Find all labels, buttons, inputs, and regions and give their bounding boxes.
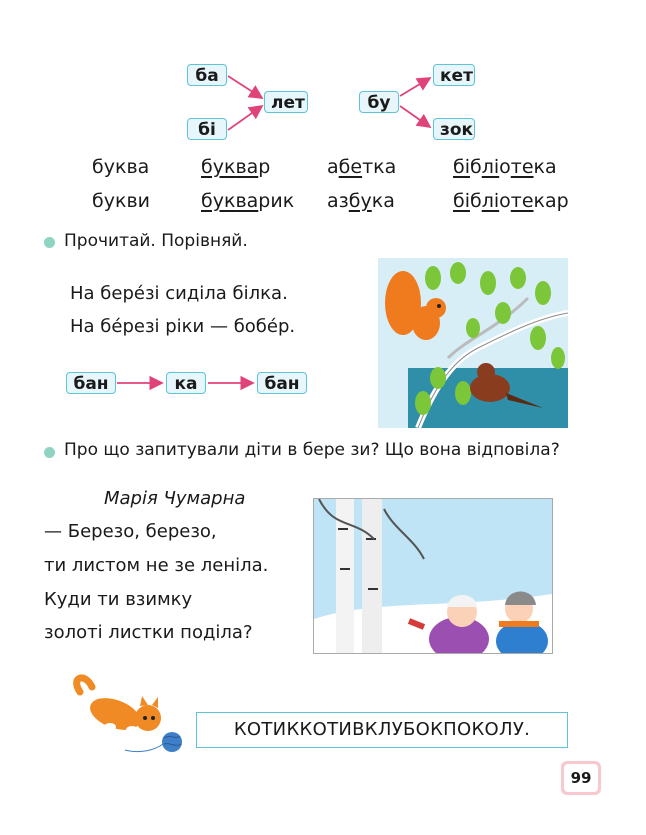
- underlined-syllable: бі: [453, 156, 470, 178]
- task-read-compare: Прочитай. Порівняй.: [64, 231, 248, 251]
- winter-children-illustration: [313, 498, 553, 654]
- word-part: букви: [92, 190, 150, 212]
- word-bukvar: [201, 156, 270, 178]
- underlined-syllable: лі: [481, 190, 500, 212]
- syllable-bi: бі: [187, 118, 227, 140]
- kitten-with-yarn-illustration: [70, 672, 185, 754]
- word-part: р: [258, 156, 271, 178]
- underlined-syllable: бу: [348, 190, 372, 212]
- poem-line-2: ти листом не зе леніла.: [44, 555, 269, 576]
- word-part: рик: [258, 190, 295, 212]
- word-bibliotekar: [453, 190, 569, 212]
- word-abetka: [327, 156, 396, 178]
- word-part: тка: [362, 156, 397, 178]
- syllable-zok: зок: [433, 118, 475, 140]
- puzzle-sentence: КОТИККОТИВКЛУБОКПОКОЛУ.: [233, 719, 531, 740]
- chain-ban-1: бан: [66, 372, 116, 394]
- word-part: о: [499, 156, 511, 178]
- word-part: аз: [327, 190, 349, 212]
- squirrel-beaver-illustration: [378, 258, 568, 428]
- syllable-arrows: [0, 0, 646, 150]
- sentence-squirrel: На бере́зі сиділа білка.: [70, 283, 288, 304]
- poem-author: Марія Чумарна: [104, 488, 246, 509]
- poem-line-4: золоті листки поділа?: [44, 622, 253, 643]
- poem-line-1: — Березо, березо,: [44, 521, 217, 542]
- word-biblioteka: [453, 156, 557, 178]
- syllable-let: лет: [264, 91, 308, 113]
- task-bullet-2: [44, 447, 55, 458]
- word-part: кар: [533, 190, 569, 212]
- page-number: 99: [564, 764, 598, 792]
- word-azbuka: [327, 190, 395, 212]
- word-bukva: [92, 156, 149, 178]
- word-part: буква: [92, 156, 150, 178]
- word-part: б: [470, 156, 482, 178]
- chain-ka: ка: [166, 372, 206, 394]
- page-number-badge: [561, 761, 601, 795]
- poem-line-3: Куди ти взимку: [44, 589, 193, 610]
- underlined-syllable: те: [510, 156, 534, 178]
- word-part: ка: [371, 190, 395, 212]
- puzzle-sentence-box: [196, 712, 568, 748]
- syllable-ba: ба: [187, 64, 227, 86]
- chain-ban-2: бан: [257, 372, 307, 394]
- sentence-beaver: На бе́резі ріки — бобе́р.: [70, 316, 296, 337]
- word-part: ка: [533, 156, 557, 178]
- underlined-syllable: лі: [481, 156, 500, 178]
- underlined-syllable: бук: [201, 190, 236, 212]
- syllable-bu: бу: [359, 91, 399, 113]
- underlined-syllable: бук: [201, 156, 236, 178]
- underlined-syllable: ва: [235, 156, 259, 178]
- word-bukvaryk: [201, 190, 294, 212]
- word-part: а: [327, 156, 339, 178]
- task-bullet-1: [44, 237, 55, 248]
- syllable-ket: кет: [433, 64, 475, 86]
- word-bukvy: [92, 190, 150, 212]
- task-question: Про що запитували діти в бере зи? Що вона відповіла?: [64, 440, 560, 460]
- word-part: о: [499, 190, 511, 212]
- underlined-syllable: ва: [235, 190, 259, 212]
- word-part: б: [470, 190, 482, 212]
- underlined-syllable: бі: [453, 190, 470, 212]
- underlined-syllable: бе: [338, 156, 363, 178]
- underlined-syllable: те: [510, 190, 534, 212]
